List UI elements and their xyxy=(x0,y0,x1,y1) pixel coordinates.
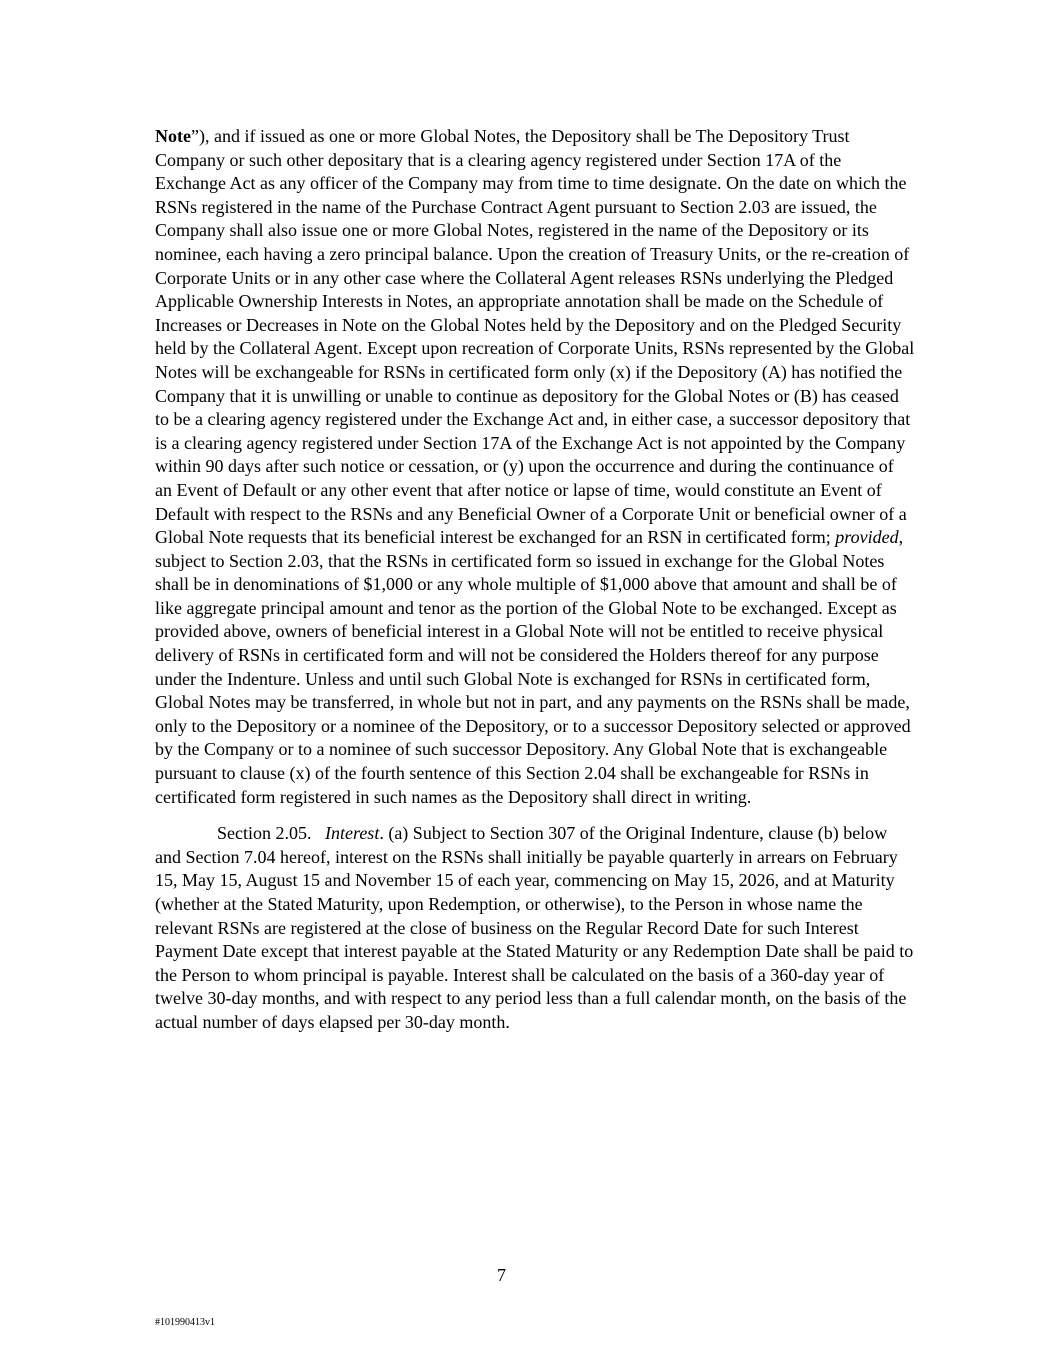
page-number: 7 xyxy=(497,1265,506,1285)
text-run: ”), and if issued as one or more Global Notes, the Depository shall be The Depository Trust Company or such other depositary that is a clearing agency registered under Section 17A of the Exchange Act as any officer of the Company may from time to time designate. On the date on which the RSNs registered in the name of the Purchase Contract Agent pursuant to Section 2.03 are issued, the Company shall also issue one or more Global Notes, registered in the name of the Depository or its nominee, each having a zero principal balance. Upon the creation of Treasury Units, or the re-creation of Corporate Units or in any other case where the Collateral Agent releases RSNs underlying the Pledged Applicable Ownership Interests in Notes, an appropriate annotation shall be made on the Schedule of Increases or Decreases in Note on the Global Notes held by the Depository and on the Pledged Security held by the Collateral Agent. Except upon recreation of Corporate Units, RSNs represented by the Global Notes will be exchangeable for RSNs in certificated form only (x) if the Depository (A) has notified the Company that it is unwilling or unable to continue as depository for the Global Notes or (B) has ceased to be a clearing agency registered under the Exchange Act and, in either case, a successor depository that is a clearing agency registered under Section 17A of the Exchange Act is not appointed by the Company within 90 days after such notice or cessation, or (y) upon the occurrence and during the continuance of an Event of Default or any other event that after notice or lapse of time, would constitute an Event of Default with respect to the RSNs and any Beneficial Owner of a Corporate Unit or beneficial owner of a Global Note requests that its beneficial interest be exchanged for an RSN in certificated form; xyxy=(155,126,915,548)
section-title: Interest xyxy=(325,823,380,844)
text-run: provided xyxy=(835,527,899,548)
section-heading: Section 2.05. xyxy=(217,823,325,844)
body-text xyxy=(155,125,915,1035)
text-run: , subject to Section 2.03, that the RSNs in certificated form so issued in exchange for the Global Notes shall be in denominations of $1,000 or any whole multiple of $1,000 above that amount and shall be of like aggregate principal amount and tenor as the portion of the Global Note to be exchanged. Except as provided above, owners of beneficial interest in a Global Note will not be entitled to receive physical delivery of RSNs in certificated form and will not be considered the Holders thereof for any purpose under the Indenture. Unless and until such Global Note is exchanged for RSNs in certificated form, Global Notes may be transferred, in whole but not in part, and any payments on the RSNs shall be made, only to the Depository or a nominee of the Depository, or to a successor Depository selected or approved by the Company or to a nominee of such successor Depository. Any Global Note that is exchangeable pursuant to clause (x) of the fourth sentence of this Section 2.04 shall be exchangeable for RSNs in certificated form registered in such names as the Depository shall direct in writing. xyxy=(155,527,911,807)
paragraph-section-2-05 xyxy=(155,822,915,1034)
document-id: #101990413v1 xyxy=(155,1317,215,1328)
text-run: Note xyxy=(155,126,191,146)
paragraph-global-notes xyxy=(155,125,915,809)
text-run: . (a) Subject to Section 307 of the Original Indenture, clause (b) below and Section 7.04 hereof, interest on the RSNs shall initially be payable quarterly in arrears on February 15, May 15, August 15 and November 15 of each year, commencing on May 15, 2026, and at Maturity (whether at the Stated Maturity, upon Redemption, or otherwise), to the Person in whose name the relevant RSNs are registered at the close of business on the Regular Record Date for such Interest Payment Date except that interest payable at the Stated Maturity or any Redemption Date shall be paid to the Person to whom principal is payable. Interest shall be calculated on the basis of a 360-day year of twelve 30-day months, and with respect to any period less than a full calendar month, on the basis of the actual number of days elapsed per 30-day month. xyxy=(155,823,914,1032)
